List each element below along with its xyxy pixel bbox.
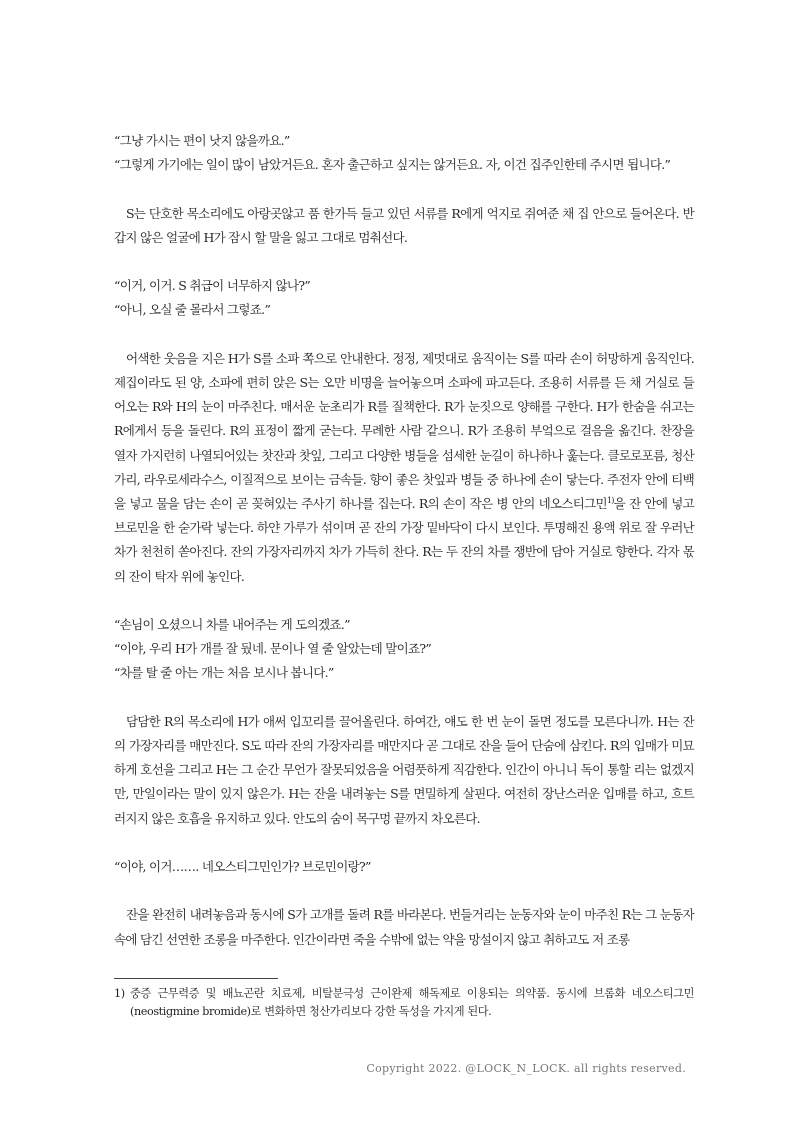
paragraph-text-part: 을 잔 안에 넣고 브로민을 한 숟가락 넣는다. 하얀 가루가 섞이며 곧 잔의 가장 밑바닥이 다시 보인다. 투명해진 용액 위로 잘 우러난 차가 천천히 쏟아진다. 잔의 가장자리까지 차가 가득히 찬다. R는 두 잔의 차를 쟁반에 담아 거실로 향한다. 각자 몫의 잔이 탁자 위에 놓인다. <box>114 496 694 584</box>
narrative-paragraph: 잔을 완전히 내려놓음과 동시에 S가 고개를 돌려 R를 바라본다. 번들거리는 눈동자와 눈이 마주친 R는 그 눈동자 속에 담긴 선연한 조롱을 마주한다. 인간이라면 죽을 수밖에 없는 약을 망설이지 않고 취하고도 저 조롱 <box>114 907 694 947</box>
narrative-paragraph <box>114 347 694 589</box>
copyright-notice: Copyright 2022. @LOCK_N_LOCK. all rights reserved. <box>366 1062 686 1075</box>
footnote-text: 중증 근무력증 및 배뇨곤란 치료제, 비탈분극성 근이완제 해독제로 이용되는 의약품. 동시에 브롬화 네오스티그민(neostigmine bromide)로 변화하면 청산가리보다 강한 독성을 가지게 된다. <box>130 987 694 1018</box>
body-text <box>114 129 694 952</box>
footnote-reference[interactable]: 1) <box>606 495 614 505</box>
paragraph-text-part: 어색한 웃음을 지은 H가 S를 소파 쪽으로 안내한다. 정정, 제멋대로 움직이는 S를 따라 손이 허망하게 움직인다. 제집이라도 된 양, 소파에 편히 앉은 S는 오만 비명을 늘어놓으며 소파에 파고든다. 조용히 서류를 든 채 거실로 들어오는 R와 H의 눈이 마주친다. 매서운 눈초리가 R를 질책한다. R가 눈짓으로 양해를 구한다. H가 한숨을 쉬고는 R에게서 등을 돌린다. R의 표정이 짧게 굳는다. 무례한 사람 같으니. R가 조용히 부엌으로 걸음을 옮긴다. 찬장을 열자 가지런히 나열되어있는 찻잔과 찻잎, 그리고 다양한 병들을 섬세한 눈길이 하나하나 훑는다. 클로로포름, 청산가리, 라우로세라수스, 이질적으로 보이는 금속들. 향이 좋은 찻잎과 병들 중 하나에 손이 닿는다. 주전자 안에 티백을 넣고 물을 담는 손이 곧 꽂혀있는 주사기 하나를 집는다. R의 손이 작은 병 안의 네오스티그민 <box>114 350 694 511</box>
dialogue-line: “그냥 가시는 편이 낫지 않을까요.” <box>114 133 290 148</box>
dialogue-line: “이거, 이거. S 취급이 너무하지 않나?” <box>114 278 311 294</box>
footnote-marker: 1) <box>114 987 125 1000</box>
dialogue-line: “그렇게 가기에는 일이 많이 남았거든요. 혼자 출근하고 싶지는 않거든요. 자, 이건 집주인한테 주시면 됩니다.” <box>114 157 671 173</box>
narrative-paragraph: 담담한 R의 목소리에 H가 애써 입꼬리를 끌어올린다. 하여간, 얘도 한 번 눈이 돌면 정도를 모른다니까. H는 잔의 가장자리를 매만진다. S도 따라 잔의 가장자리를 매만지다 곧 그대로 잔을 들어 단숨에 삼킨다. R의 입매가 미묘하게 호선을 그리고 H는 그 순간 무언가 잘못되었음을 어렴풋하게 직감한다. 인간이 아니니 독이 통할 리는 없겠지만, 만일이라는 말이 있지 않은가. H는 잔을 내려놓는 S를 면밀하게 살핀다. 여전히 장난스러운 입매를 하고, 흐트러지지 않은 호흡을 유지하고 있다. 안도의 숨이 목구멍 끝까지 차오른다. <box>114 713 694 826</box>
dialogue-line: “이야, 이거……. 네오스티그민인가? 브로민이랑?” <box>114 859 371 874</box>
dialogue-line: “이야, 우리 H가 개를 잘 뒀네. 문이나 열 줄 알았는데 말이죠?” <box>114 641 432 657</box>
dialogue-line: “차를 탈 줄 아는 개는 처음 보시나 봅니다.” <box>114 665 334 681</box>
footnote <box>114 985 694 1021</box>
dialogue-line: “아니, 오실 줄 몰라서 그렇죠.” <box>114 302 271 318</box>
dialogue-line: “손님이 오셨으니 차를 내어주는 게 도의겠죠.” <box>114 617 350 632</box>
narrative-paragraph: S는 단호한 목소리에도 아랑곳않고 품 한가득 들고 있던 서류를 R에게 억지로 쥐여준 채 집 안으로 들어온다. 반갑지 않은 얼굴에 H가 잠시 할 말을 잃고 그대로 멈춰선다. <box>114 205 694 245</box>
footnote-divider <box>114 978 278 979</box>
